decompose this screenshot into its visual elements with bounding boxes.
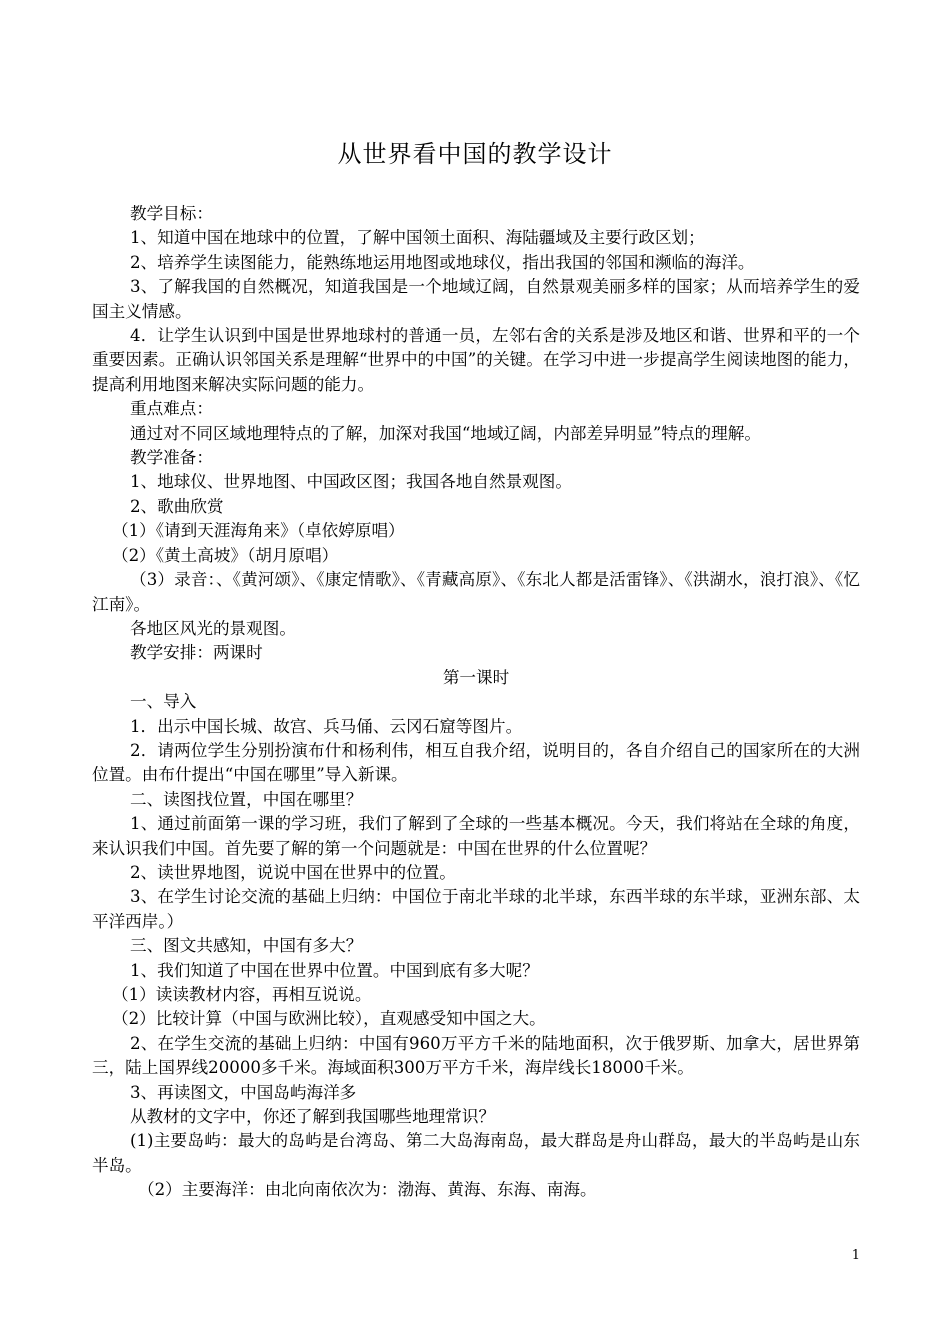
paragraph: 三、图文共感知，中国有多大？ [130,936,363,956]
page-title: 从世界看中国的教学设计 [337,140,613,168]
paragraph: 二、读图找位置，中国在哪里？ [130,789,363,809]
paragraph: 教学准备： [130,448,213,468]
paragraph: 3、了解我国的自然概况，知道我国是一个地域辽阔，自然景观美丽多样的国家；从而培养学生的爱国主义情感。 [92,277,860,321]
paragraph: 教学安排：两课时 [130,643,263,663]
paragraph: （2）比较计算（中国与欧洲比较），直观感受知中国之大。 [112,1009,546,1029]
paragraph: 3、再读图文，中国岛屿海洋多 [130,1082,357,1102]
paragraph: 3、在学生讨论交流的基础上归纳：中国位于南北半球的北半球，东西半球的东半球，亚洲东部、太平洋西岸。） [92,887,860,931]
paragraph: 第一课时 [442,667,510,687]
paragraph: 通过对不同区域地理特点的了解，加深对我国“地域辽阔，内部差异明显”特点的理解。 [130,423,761,443]
paragraph: 重点难点： [130,399,213,419]
paragraph: (1)主要岛屿：最大的岛屿是台湾岛、第二大岛海南岛，最大群岛是舟山群岛，最大的半岛屿是山东半岛。 [92,1131,860,1175]
paragraph: 4．让学生认识到中国是世界地球村的普通一员，左邻右舍的关系是涉及地区和谐、世界和平的一个重要因素。正确认识邻国关系是理解“世界中的中国”的关键。在学习中进一步提高学生阅读地图的能力，提高利用地图来解决实际问题的能力。 [92,326,860,394]
paragraph: 一、导入 [130,692,197,712]
document-body [92,202,860,1203]
paragraph: （1）读读教材内容，再相互说说。 [112,985,372,1004]
paragraph: （2）《黄土高坡》（胡月原唱） [112,545,339,565]
paragraph: 1、通过前面第一课的学习班，我们了解到了全球的一些基本概况。今天，我们将站在全球的角度，来认识我们中国。首先要了解的第一个问题就是：中国在世界的什么位置呢？ [92,814,860,858]
paragraph: 教学目标： [130,204,213,223]
paragraph: 各地区风光的景观图。 [130,618,296,638]
paragraph: （1）《请到天涯海角来》（卓依婷原唱） [112,521,405,541]
paragraph: 从教材的文字中，你还了解到我国哪些地理常识？ [130,1107,496,1127]
paragraph: 1、地球仪、世界地图、中国政区图；我国各地自然景观图。 [130,472,572,492]
paragraph: 2．请两位学生分别扮演布什和杨利伟，相互自我介绍，说明目的，各自介绍自己的国家所在的大洲位置。由布什提出“中国在哪里”导入新课。 [92,740,860,785]
paragraph: 2、读世界地图，说说中国在世界中的位置。 [130,862,456,882]
paragraph: 2、培养学生读图能力，能熟练地运用地图或地球仪，指出我国的邻国和濒临的海洋。 [130,252,755,272]
paragraph: （3）录音：、《黄河颂》、《康定情歌》、《青藏高原》、《东北人都是活雷锋》、《洪湖水，浪打浪》、《忆江南》。 [92,570,860,614]
paragraph: 1、知道中国在地球中的位置，了解中国领土面积、海陆疆域及主要行政区划； [130,228,705,248]
paragraph: 2、歌曲欣赏 [130,496,224,516]
page-number: 1 [851,1248,860,1263]
paragraph: 2、在学生交流的基础上归纳：中国有960万平方千米的陆地面积，次于俄罗斯、加拿大，居世界第三，陆上国界线20000多千米。海域面积300万平方千米，海岸线长18000千米。 [92,1033,860,1078]
paragraph: 1、我们知道了中国在世界中位置。中国到底有多大呢？ [130,960,539,980]
paragraph: （2）主要海洋：由北向南依次为：渤海、黄海、东海、南海。 [138,1180,597,1200]
paragraph: 1．出示中国长城、故宫、兵马俑、云冈石窟等图片。 [130,716,523,736]
